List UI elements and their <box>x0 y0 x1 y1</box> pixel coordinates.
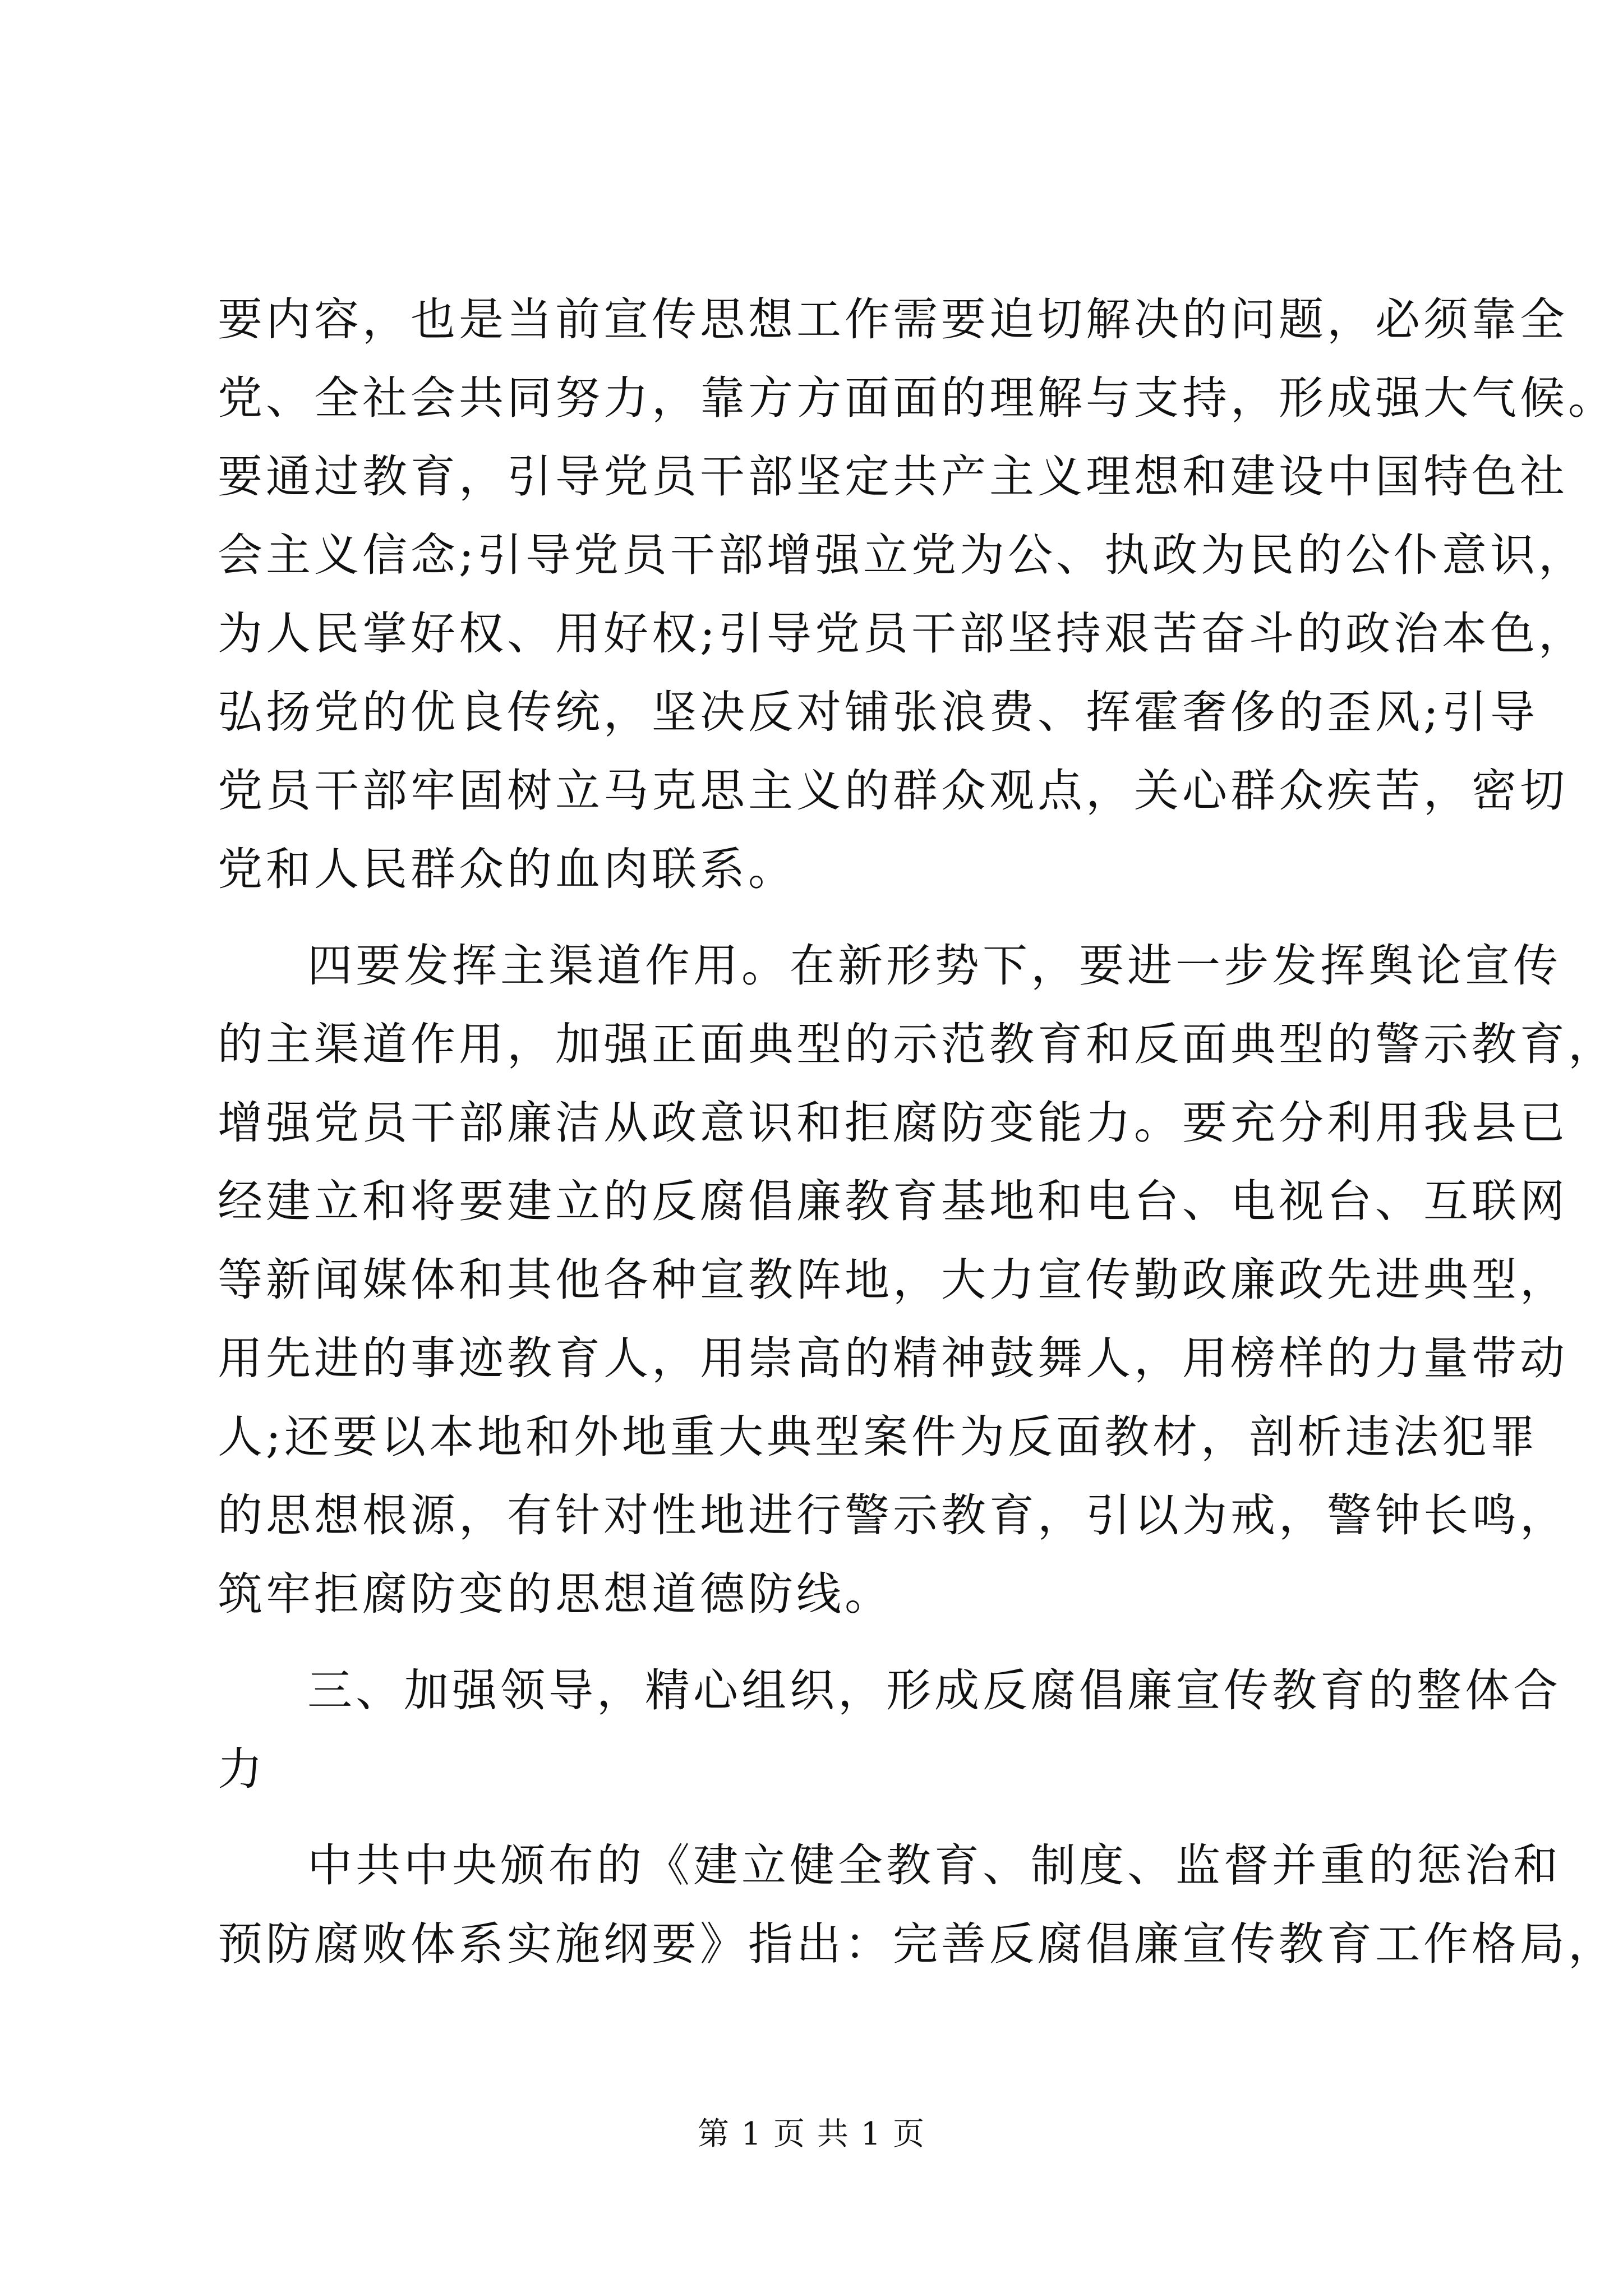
text-line: 增强党员干部廉洁从政意识和拒腐防变能力。要充分利用我县已 <box>218 1097 1568 1149</box>
document-body <box>218 280 1616 1984</box>
text-line: 的主渠道作用，加强正面典型的示范教育和反面典型的警示教育， <box>218 1018 1616 1070</box>
paragraph-first-line: 中共中央颁布的《建立健全教育、制度、监督并重的惩治和 <box>307 1839 1561 1892</box>
text-line: 要内容，也是当前宣传思想工作需要迫切解决的问题，必须靠全 <box>218 293 1568 346</box>
text-line: 预防腐败体系实施纲要》指出：完善反腐倡廉宣传教育工作格局， <box>218 1918 1616 1970</box>
text-line: 用先进的事迹教育人，用崇高的精神鼓舞人，用榜样的力量带动 <box>218 1332 1568 1384</box>
text-line: 要通过教育，引导党员干部坚定共产主义理想和建设中国特色社 <box>218 450 1568 503</box>
section-heading: 三、加强领导，精心组织，形成反腐倡廉宣传教育的整体合 <box>307 1664 1561 1717</box>
text-line: 会主义信念;引导党员干部增强立党为公、执政为民的公仆意识， <box>218 529 1587 581</box>
text-line: 筑牢拒腐防变的思想道德防线。 <box>218 1568 893 1620</box>
text-line: 的思想根源，有针对性地进行警示教育，引以为戒，警钟长鸣， <box>218 1489 1568 1542</box>
text-line: 党员干部牢固树立马克思主义的群众观点，关心群众疾苦，密切 <box>218 765 1568 817</box>
paragraph-first-line: 四要发挥主渠道作用。在新形势下，要进一步发挥舆论宣传 <box>307 940 1561 992</box>
text-line: 等新闻媒体和其他各种宣教阵地，大力宣传勤政廉政先进典型， <box>218 1254 1568 1306</box>
text-line: 人;还要以本地和外地重大典型案件为反面教材，剖析违法犯罪 <box>218 1411 1538 1463</box>
page-number-footer: 第 1 页 共 1 页 <box>697 2116 926 2152</box>
text-line: 经建立和将要建立的反腐倡廉教育基地和电台、电视台、互联网 <box>218 1175 1568 1227</box>
text-line: 为人民掌好权、用好权;引导党员干部坚持艰苦奋斗的政治本色， <box>218 608 1587 660</box>
section-heading-continuation: 力 <box>218 1743 266 1795</box>
text-line: 党和人民群众的血肉联系。 <box>218 843 796 895</box>
text-line: 弘扬党的优良传统，坚决反对铺张浪费、挥霍奢侈的歪风;引导 <box>218 686 1538 738</box>
text-line: 党、全社会共同努力，靠方方面面的理解与支持，形成强大气候。 <box>218 372 1616 424</box>
